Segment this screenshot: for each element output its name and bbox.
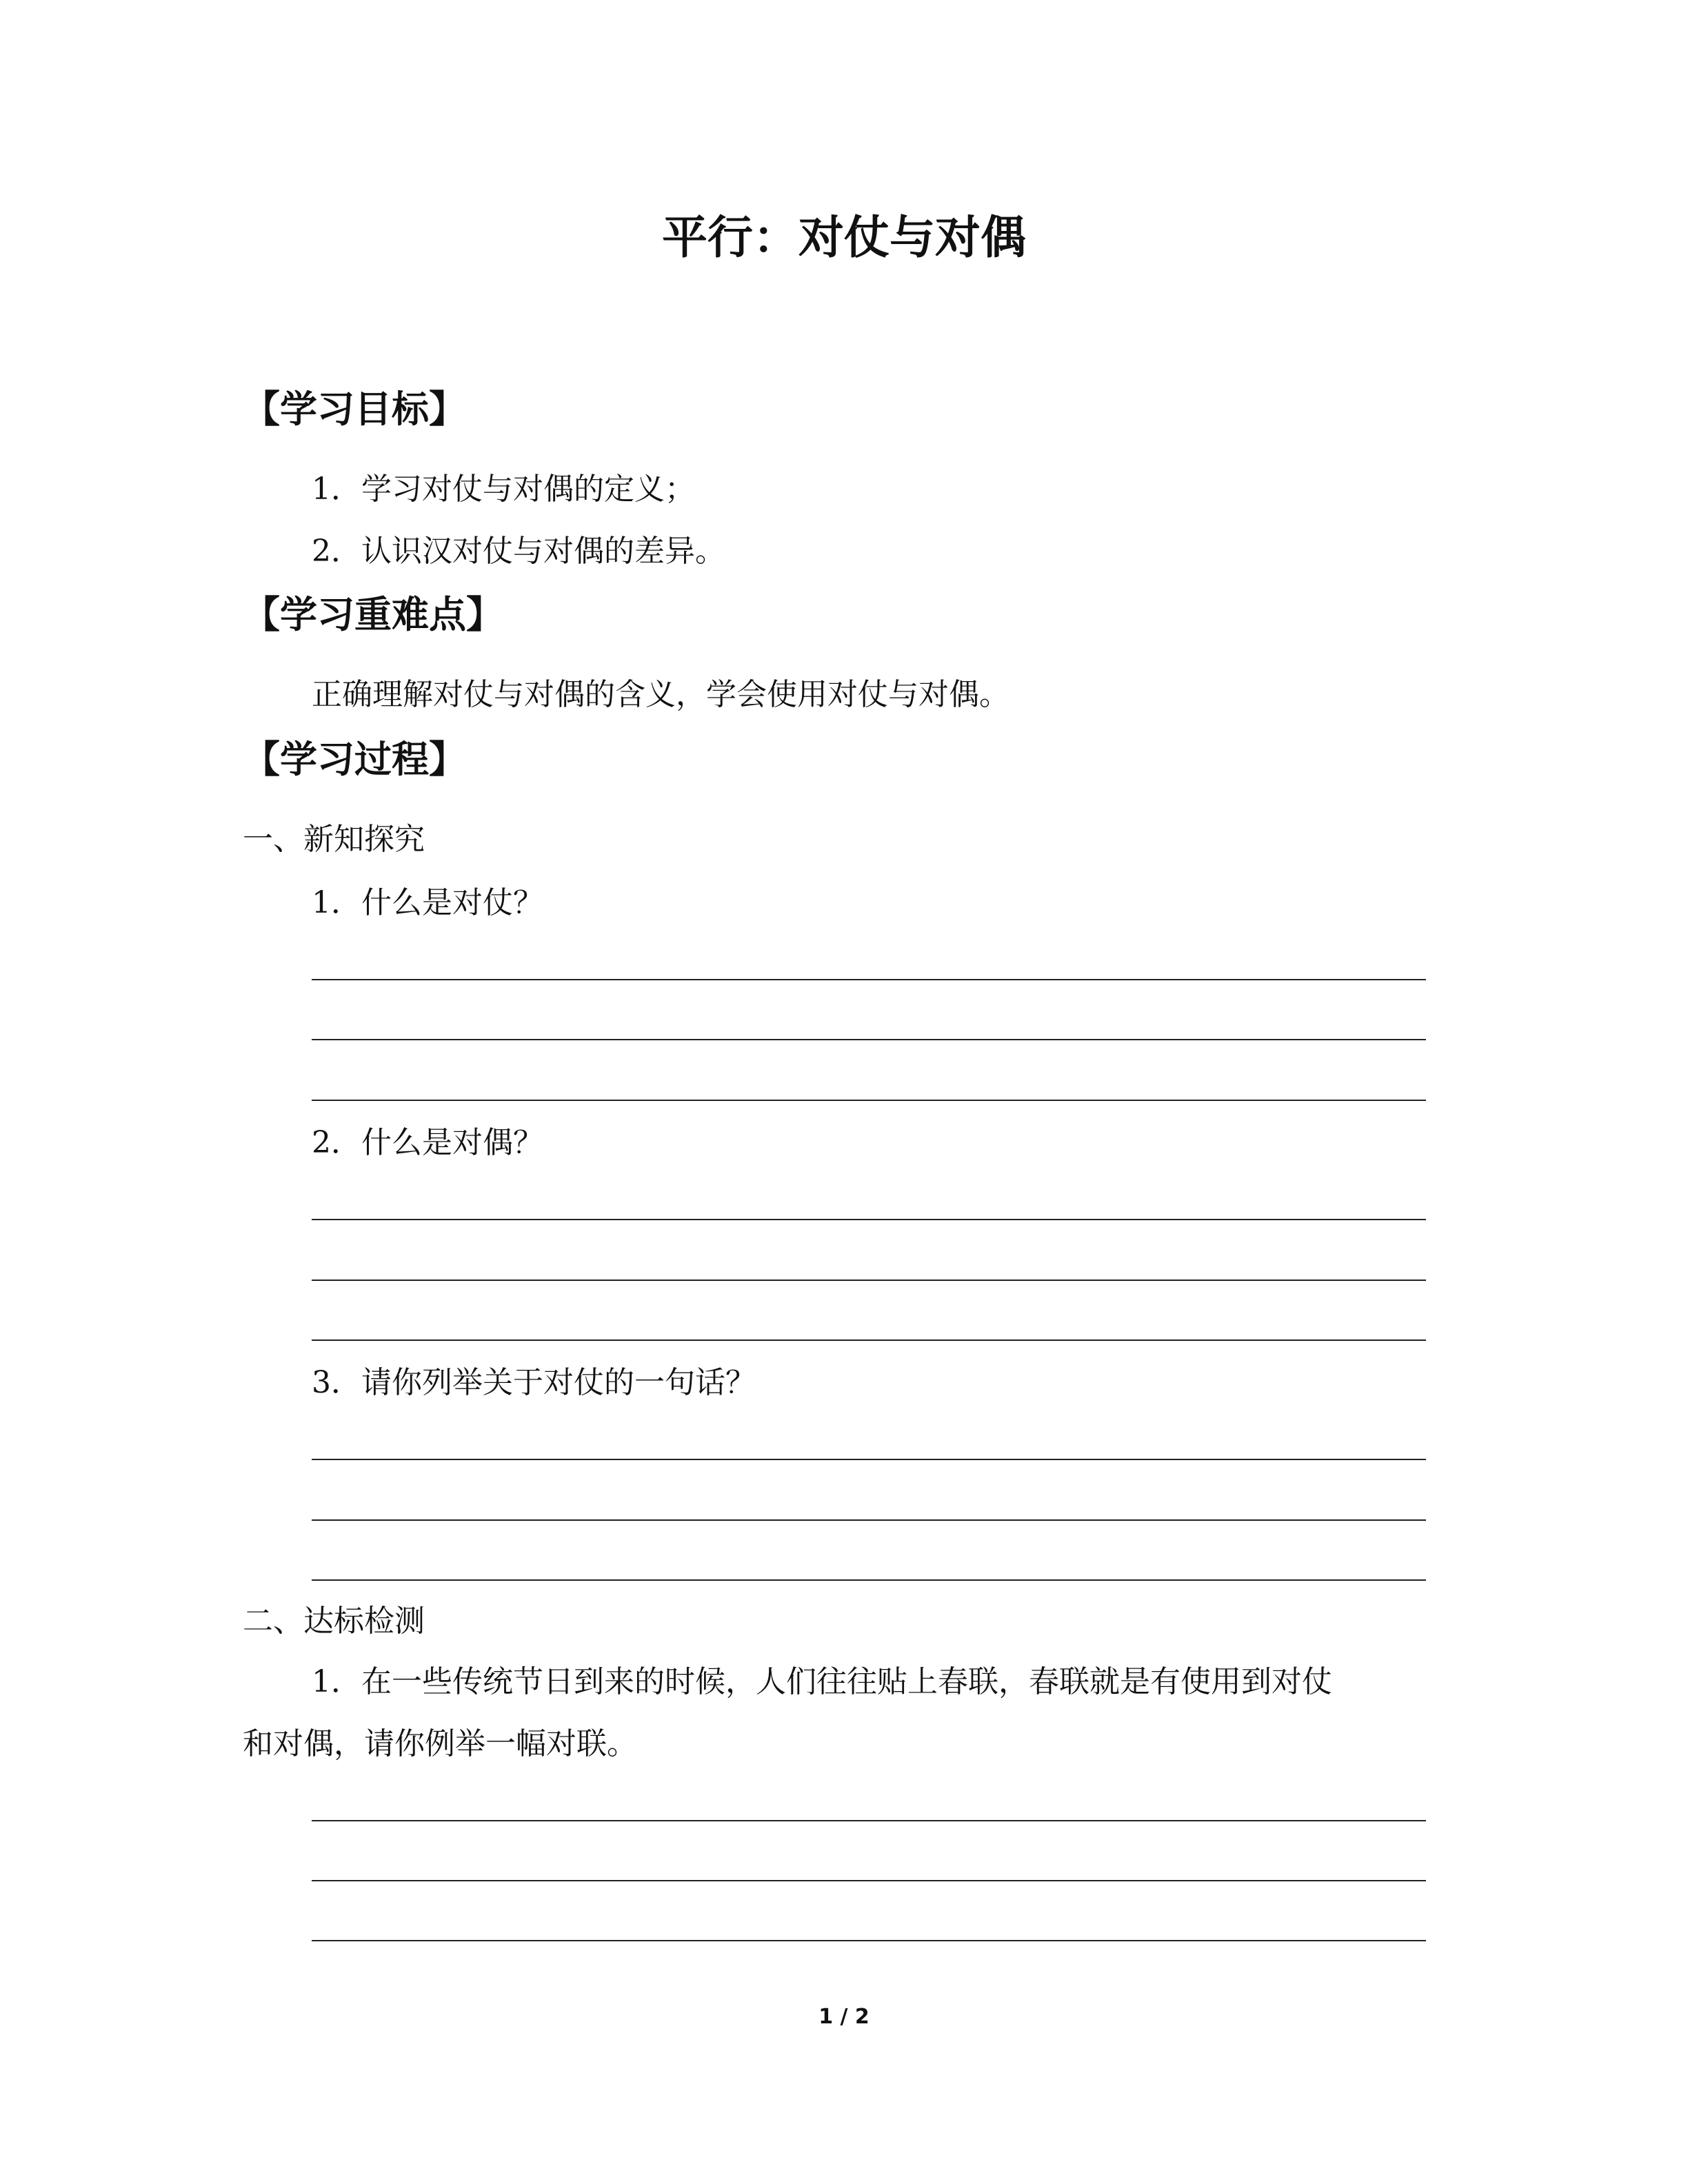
answer-line[interactable] xyxy=(312,1579,1426,1581)
answer-line[interactable] xyxy=(312,1219,1426,1220)
answer-line[interactable] xyxy=(312,1519,1426,1521)
key-points-text: 正确理解对仗与对偶的含义，学会使用对仗与对偶。 xyxy=(312,677,1009,712)
part2-label: 二、达标检测 xyxy=(243,1604,425,1639)
goal-item-1: 1．学习对仗与对偶的定义； xyxy=(312,472,695,507)
section-heading-process: 【学习过程】 xyxy=(243,738,466,781)
answer-line[interactable] xyxy=(312,979,1426,980)
question-2: 2．什么是对偶？ xyxy=(312,1125,543,1160)
answer-line[interactable] xyxy=(312,1880,1426,1881)
section-heading-goals: 【学习目标】 xyxy=(243,387,466,431)
section-heading-key-points: 【学习重难点】 xyxy=(243,593,503,636)
question-3: 3．请你列举关于对仗的一句话？ xyxy=(312,1365,756,1400)
check-question-line-1: 1．在一些传统节日到来的时候，人们往往贴上春联，春联就是有使用到对仗 xyxy=(312,1664,1332,1699)
answer-line[interactable] xyxy=(312,1100,1426,1101)
question-1: 1．什么是对仗？ xyxy=(312,885,543,920)
answer-line[interactable] xyxy=(312,1940,1426,1941)
answer-line[interactable] xyxy=(312,1339,1426,1341)
answer-line[interactable] xyxy=(312,1280,1426,1281)
answer-line[interactable] xyxy=(312,1459,1426,1460)
goal-item-2: 2．认识汉对仗与对偶的差异。 xyxy=(312,534,725,569)
answer-line[interactable] xyxy=(312,1820,1426,1821)
answer-line[interactable] xyxy=(312,1039,1426,1040)
page-title: 平行：对仗与对偶 xyxy=(662,211,1026,264)
check-question-line-2: 和对偶，请你例举一幅对联。 xyxy=(243,1726,637,1761)
page-number: 1 / 2 xyxy=(818,2005,870,2029)
part1-label: 一、新知探究 xyxy=(243,822,425,857)
